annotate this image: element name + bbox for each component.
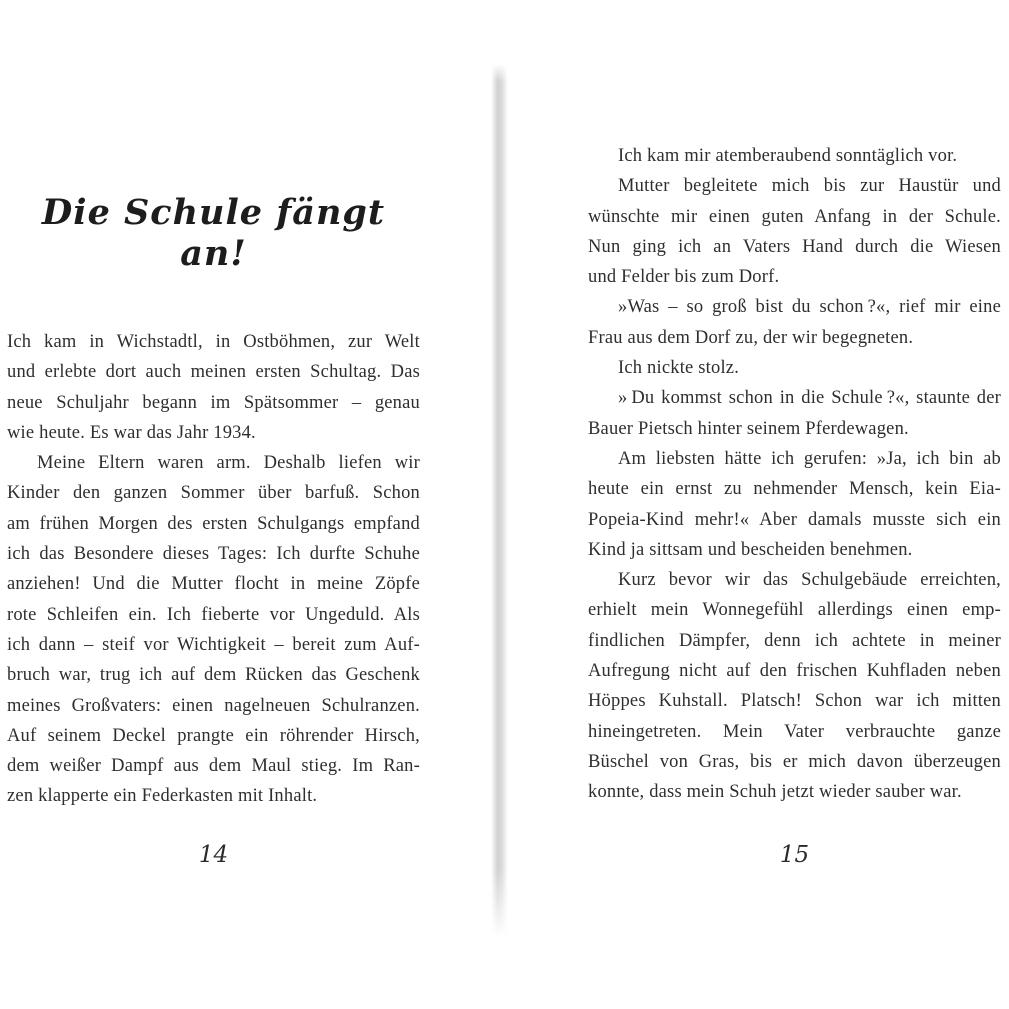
text-line: Kinder den ganzen Sommer über barfuß. Schon: [7, 483, 420, 504]
text-line: Mutter begleitete mich bis zur Haustür und: [618, 176, 1001, 197]
text-line: ich das Besondere dieses Tages: Ich durfte Schuhe: [7, 544, 420, 565]
text-line: Am liebsten hätte ich gerufen: »Ja, ich bin ab: [618, 448, 1001, 469]
text-line: Meine Eltern waren arm. Deshalb liefen wir: [37, 453, 420, 474]
text-line: Höppes Kuhstall. Platsch! Schon war ich mitten: [588, 691, 1001, 712]
text-line: Nun ging ich an Vaters Hand durch die Wiesen: [588, 236, 1001, 257]
text-line: und Felder bis zum Dorf.: [588, 267, 780, 288]
chapter-title: Die Schule fängt an!: [41, 192, 386, 274]
text-line: konnte, dass mein Schuh jetzt wieder sauber war.: [588, 782, 962, 803]
text-line: am frühen Morgen des ersten Schulgangs empfand: [7, 513, 420, 534]
text-line: dem weißer Dampf aus dem Maul stieg. Im Ran-: [7, 756, 420, 777]
text-line: Ich kam mir atemberaubend sonntäglich vor.: [618, 146, 958, 166]
right-page-number: 15: [779, 842, 810, 868]
text-line: bruch war, trug ich auf dem Rücken das Geschenk: [7, 665, 420, 686]
left-page: [7, 0, 420, 1009]
text-line: Kind ja sittsam und bescheiden benehmen.: [588, 539, 913, 560]
text-line: Frau aus dem Dorf zu, der wir begegneten.: [588, 327, 914, 348]
text-line: erhielt mein Wonnegefühl allerdings einen emp-: [588, 600, 1001, 621]
text-line: rote Schleifen ein. Ich fieberte vor Ungeduld. Als: [7, 604, 420, 625]
text-line: Aufregung nicht auf den frischen Kuhfladen neben: [588, 661, 1001, 682]
left-page-text: [7, 327, 420, 812]
text-line: zen klapperte ein Federkasten mit Inhalt.: [7, 786, 318, 807]
text-line: Ich kam in Wichstadtl, in Ostböhmen, zur Welt: [7, 332, 420, 352]
text-line: »Was – so groß bist du schon ?«, rief mir eine: [618, 297, 1001, 318]
text-line: und erlebte dort auch meinen ersten Schultag. Das: [7, 362, 420, 383]
text-line: Popeia-Kind mehr!« Aber damals musste sich ein: [588, 509, 1001, 530]
text-line: Ich nickte stolz.: [618, 358, 740, 379]
text-line: neue Schuljahr begann im Spätsommer – genau: [7, 392, 420, 413]
text-line: Kurz bevor wir das Schulgebäude erreichten,: [618, 570, 1001, 591]
text-line: ich dann – steif vor Wichtigkeit – bereit zum Auf-: [7, 634, 420, 655]
right-page-text: [588, 141, 1001, 808]
text-line: Bauer Pietsch hinter seinem Pferdewagen.: [588, 418, 909, 439]
text-line: anziehen! Und die Mutter flocht in meine Zöpfe: [7, 574, 420, 595]
text-line: heute ein ernst zu nehmender Mensch, kein Eia-: [588, 479, 1001, 500]
text-line: Büschel von Gras, bis er mich davon überzeugen: [588, 751, 1001, 772]
text-line: » Du kommst schon in die Schule ?«, staunte der: [618, 388, 1001, 409]
text-line: meines Großvaters: einen nagelneuen Schulranzen.: [7, 695, 420, 716]
text-line: hineingetreten. Mein Vater verbrauchte ganze: [588, 721, 1001, 742]
text-line: Auf seinem Deckel prangte ein röhrender Hirsch,: [7, 725, 420, 746]
left-page-number: 14: [198, 842, 229, 868]
text-line: wünschte mir einen guten Anfang in der Schule.: [588, 206, 1001, 227]
text-line: wie heute. Es war das Jahr 1934.: [7, 422, 256, 443]
right-page: [588, 0, 1001, 1009]
page-gutter-shadow: [491, 64, 508, 938]
text-line: findlichen Dämpfer, denn ich achtete in meiner: [588, 630, 1001, 651]
